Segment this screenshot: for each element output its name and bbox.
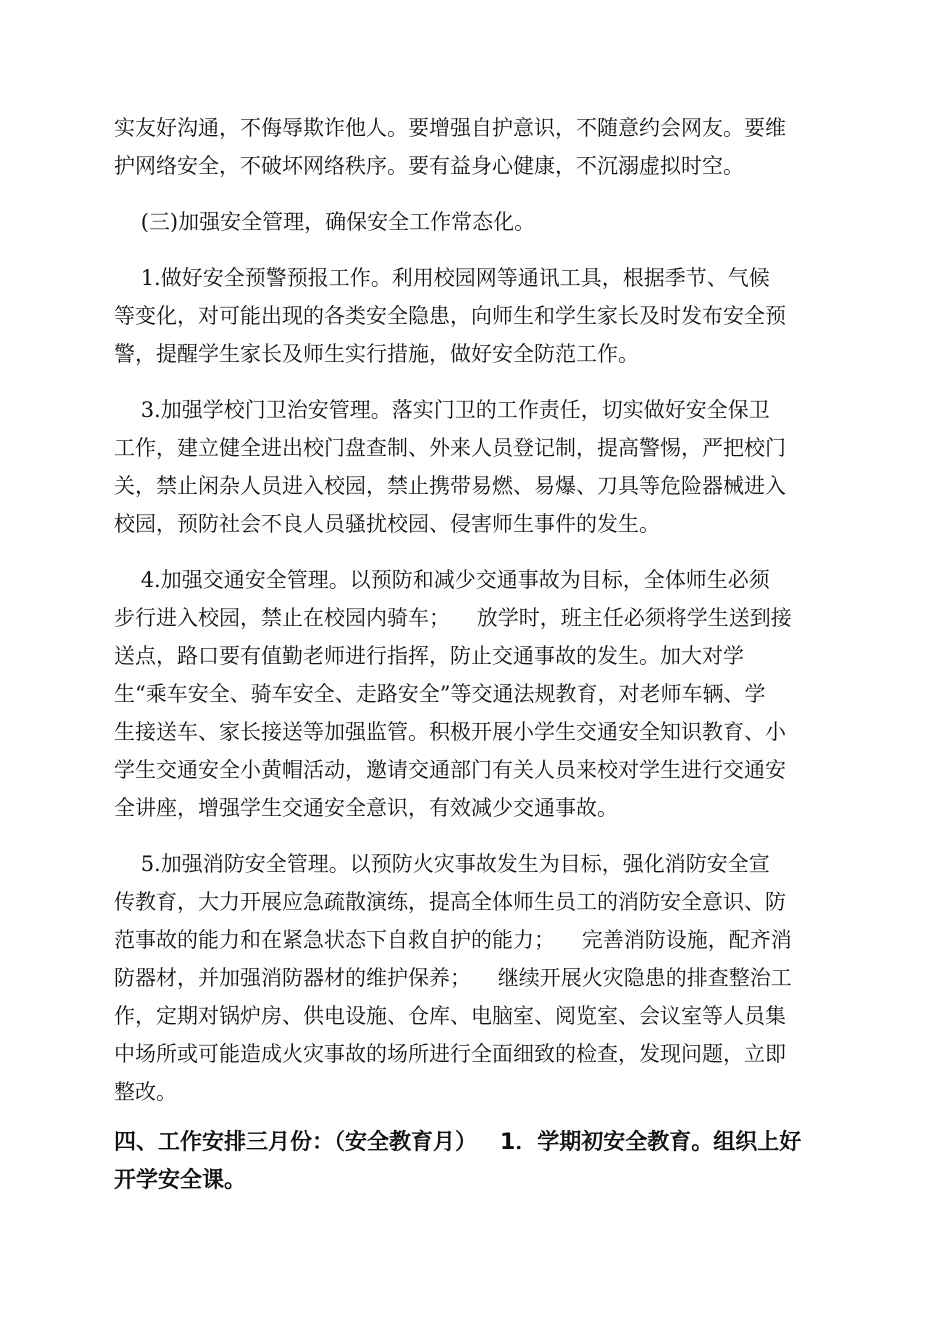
body-text-line: 1.做好安全预警预报工作。利用校园网等通讯工具，根据季节、气候 xyxy=(114,266,770,290)
body-text-line: 生“乘车安全、骑车安全、走路安全”等交通法规教育，对老师车辆、学 xyxy=(114,682,766,706)
body-text-line: 校园，预防社会不良人员骚扰校园、侵害师生事件的发生。 xyxy=(114,512,660,536)
body-text-line: 等变化，对可能出现的各类安全隐患，向师生和学生家长及时发布安全预 xyxy=(114,304,786,328)
body-text-line: 工作，建立健全进出校门盘查制、外来人员登记制，提高警惕，严把校门 xyxy=(114,436,786,460)
body-text-line: 4.加强交通安全管理。以预防和减少交通事故为目标，全体师生必须 xyxy=(114,568,770,592)
body-text-line: 全讲座，增强学生交通安全意识，有效减少交通事故。 xyxy=(114,796,618,820)
body-text-line: 3.加强学校门卫治安管理。落实门卫的工作责任，切实做好安全保卫 xyxy=(114,398,770,422)
body-text-line: 生接送车、家长接送等加强监管。积极开展小学生交通安全知识教育、小 xyxy=(114,720,786,744)
section-heading: 开学安全课。 xyxy=(114,1168,247,1193)
body-text-line: 中场所或可能造成火灾事故的场所进行全面细致的检查，发现问题，立即 xyxy=(114,1042,786,1066)
body-text-line: 学生交通安全小黄帽活动，邀请交通部门有关人员来校对学生进行交通安 xyxy=(114,758,786,782)
body-text-line: 护网络安全，不破坏网络秩序。要有益身心健康，不沉溺虚拟时空。 xyxy=(114,154,744,178)
body-text-line: 关，禁止闲杂人员进入校园，禁止携带易燃、易爆、刀具等危险器械进入 xyxy=(114,474,786,498)
body-text-line: 防器材，并加强消防器材的维护保养； 继续开展火灾隐患的排查整治工 xyxy=(114,966,792,990)
body-text-line: 整改。 xyxy=(114,1080,177,1104)
body-text-line: 传教育，大力开展应急疏散演练，提高全体师生员工的消防安全意识、防 xyxy=(114,890,786,914)
body-text-line: 实友好沟通，不侮辱欺诈他人。要增强自护意识，不随意约会网友。要维 xyxy=(114,116,786,140)
section-subheading: (三)加强安全管理，确保安全工作常态化。 xyxy=(114,210,536,234)
body-text-line: 警，提醒学生家长及师生实行措施，做好安全防范工作。 xyxy=(114,342,639,366)
body-text-line: 送点，路口要有值勤老师进行指挥，防止交通事故的发生。加大对学 xyxy=(114,644,744,668)
body-text-line: 步行进入校园，禁止在校园内骑车； 放学时，班主任必须将学生送到接 xyxy=(114,606,792,630)
body-text-line: 范事故的能力和在紧急状态下自救自护的能力； 完善消防设施，配齐消 xyxy=(114,928,792,952)
section-heading: 四、工作安排三月份：（安全教育月） 1．学期初安全教育。组织上好 xyxy=(114,1130,802,1155)
body-text-line: 作，定期对锅炉房、供电设施、仓库、电脑室、阅览室、会议室等人员集 xyxy=(114,1004,786,1028)
body-text-line: 5.加强消防安全管理。以预防火灾事故发生为目标，强化消防安全宣 xyxy=(114,852,770,876)
